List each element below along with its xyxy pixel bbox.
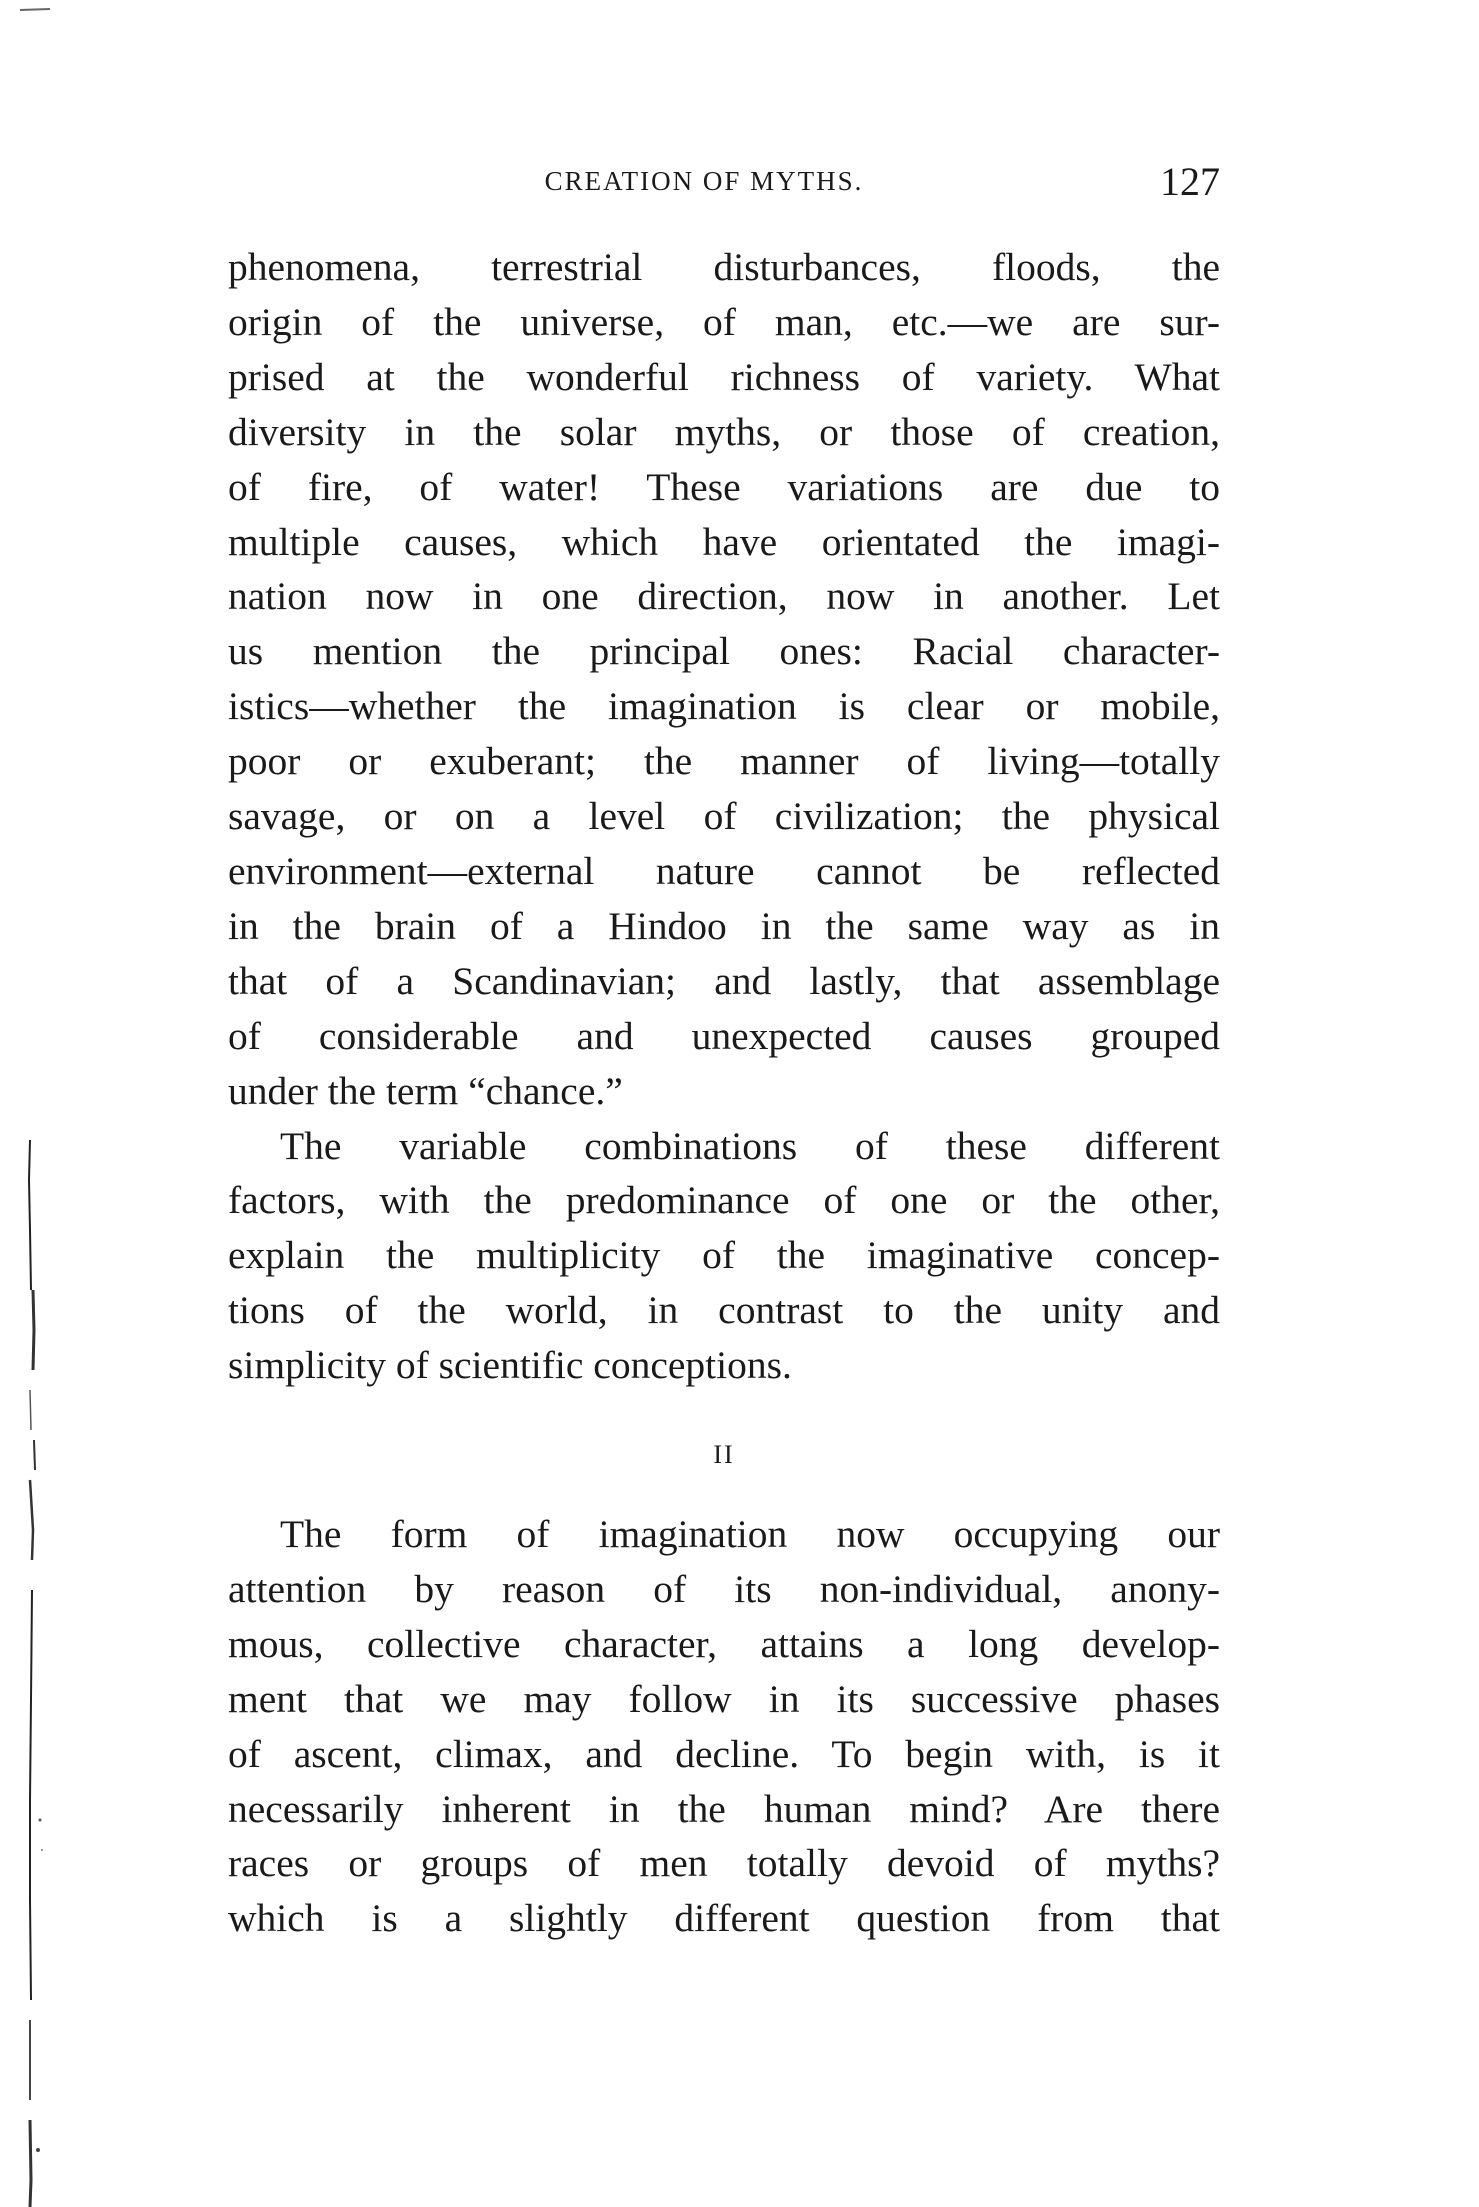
text-line: of fire, of water! These variations are due to: [228, 464, 1220, 509]
text-line: origin of the universe, of man, etc.—we are sur-: [228, 299, 1220, 344]
text-line: poor or exuberant; the manner of living—totally: [228, 739, 1220, 784]
paragraph-1: [228, 240, 1220, 1119]
text-line: under the term “chance.”: [228, 1068, 623, 1113]
text-line: prised at the wonderful richness of variety. What: [228, 354, 1220, 399]
text-line: explain the multiplicity of the imaginative concep-: [228, 1233, 1220, 1278]
running-head: [228, 158, 1220, 208]
text-line: savage, or on a level of civilization; the physical: [228, 794, 1220, 839]
text-line: that of a Scandinavian; and lastly, that assemblage: [228, 958, 1220, 1003]
text-line: of ascent, climax, and decline. To begin with, is it: [228, 1731, 1220, 1776]
text-line: The form of imagination now occupying our: [280, 1512, 1220, 1557]
body-text: [228, 240, 1220, 1946]
text-line: multiple causes, which have orientated the imagi-: [228, 519, 1220, 564]
section-number: II: [713, 1440, 735, 1470]
text-line: simplicity of scientific conceptions.: [228, 1343, 792, 1388]
running-title: CREATION OF MYTHS.: [544, 166, 864, 196]
scan-gutter-marks: [0, 0, 60, 2207]
text-line: ment that we may follow in its successive phases: [228, 1676, 1220, 1721]
text-line: istics—whether the imagination is clear or mobile,: [228, 684, 1220, 729]
scan-corner-mark: [18, 6, 52, 14]
text-line: tions of the world, in contrast to the unity and: [228, 1288, 1220, 1333]
text-line: phenomena, terrestrial disturbances, floods, the: [228, 245, 1220, 289]
text-line: factors, with the predominance of one or the other,: [228, 1178, 1220, 1223]
text-line: mous, collective character, attains a long develop-: [228, 1621, 1220, 1666]
text-line: environment—external nature cannot be reflected: [228, 848, 1220, 893]
text-line: in the brain of a Hindoo in the same way as in: [228, 903, 1220, 948]
text-line: races or groups of men totally devoid of myths?: [228, 1841, 1220, 1886]
text-line: us mention the principal ones: Racial character-: [228, 629, 1220, 674]
page-number: 127: [1160, 159, 1220, 204]
text-line: which is a slightly different question from that: [228, 1896, 1220, 1941]
text-line: attention by reason of its non-individual, anony-: [228, 1566, 1220, 1611]
paragraph-2: [228, 1119, 1220, 1394]
text-line: necessarily inherent in the human mind? Are there: [228, 1786, 1220, 1831]
text-line: The variable combinations of these different: [280, 1123, 1220, 1168]
text-line: nation now in one direction, now in another. Let: [228, 574, 1220, 619]
text-line: of considerable and unexpected causes grouped: [228, 1013, 1220, 1058]
paragraph-3: [228, 1507, 1220, 1946]
text-line: diversity in the solar myths, or those of creation,: [228, 409, 1220, 454]
